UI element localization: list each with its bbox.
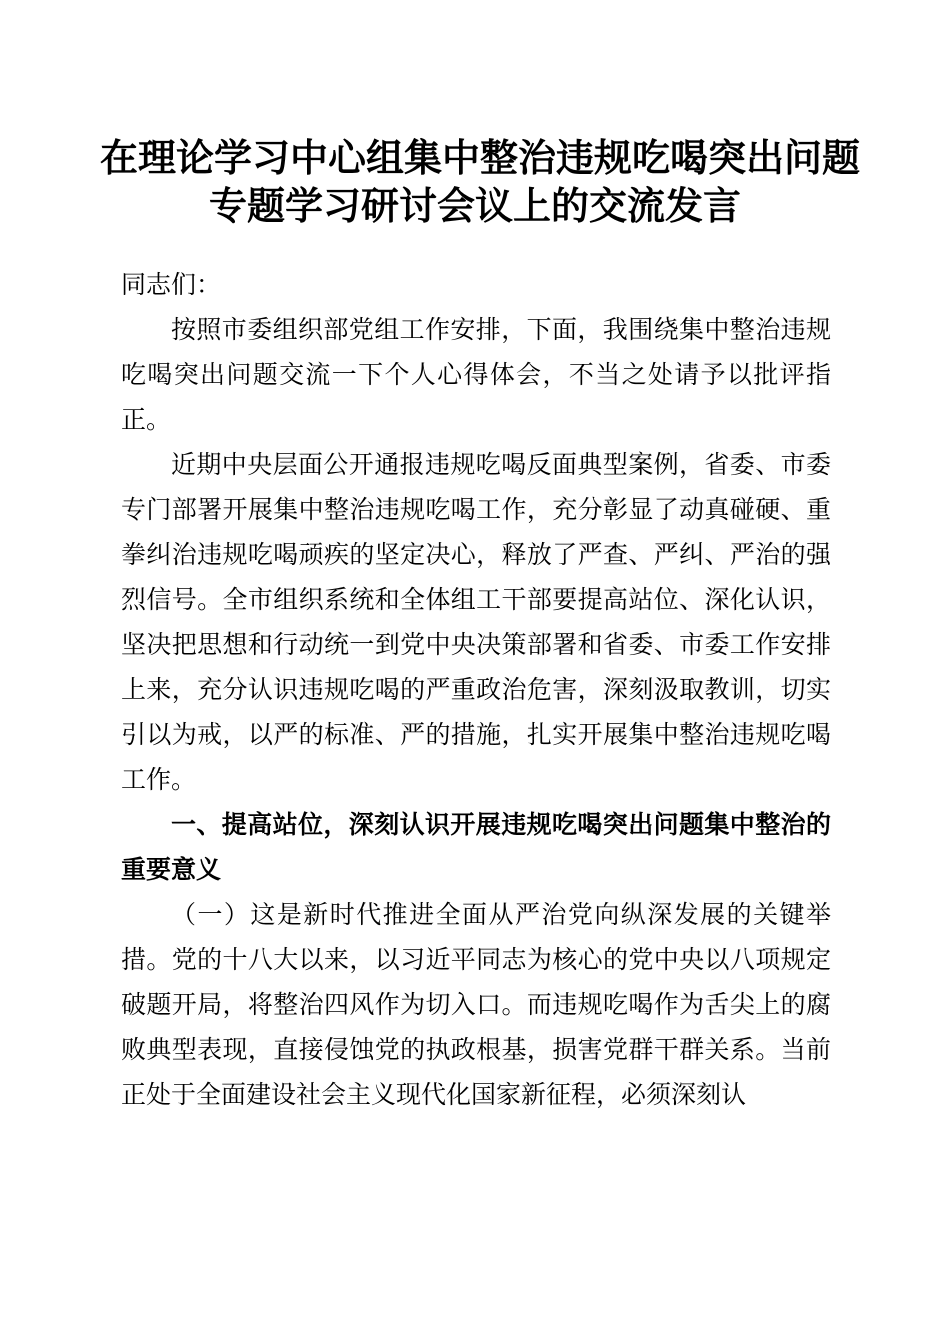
document-body bbox=[121, 262, 831, 1117]
paragraph-background: 近期中央层面公开通报违规吃喝反面典型案例，省委、市委专门部署开展集中整治违规吃喝工作，充分彰显了动真碰硬、重拳纠治违规吃喝顽疾的坚定决心，释放了严查、严纠、严治的强烈信号。全市组织系统和全体组工干部要提高站位、深化认识，坚决把思想和行动统一到党中央决策部署和省委、市委工作安排上来，充分认识违规吃喝的严重政治危害，深刻汲取教训，切实引以为戒，以严的标准、严的措施，扎实开展集中整治违规吃喝工作。 bbox=[121, 450, 831, 794]
subsection-paragraph: （一）这是新时代推进全面从严治党向纵深发展的关键举措。党的十八大以来，以习近平同志为核心的党中央以八项规定破题开局，将整治四风作为切入口。而违规吃喝作为舌尖上的腐败典型表现，直接侵蚀党的执政根基，损害党群干群关系。当前正处于全面建设社会主义现代化国家新征程，必须深刻认 bbox=[121, 900, 831, 1109]
document-title-line-2: 专题学习研讨会议上的交流发言 bbox=[208, 183, 741, 228]
section-heading: 一、提高站位，深刻认识开展违规吃喝突出问题集中整治的重要意义 bbox=[121, 810, 831, 884]
salutation: 同志们： bbox=[121, 270, 222, 299]
document-title-line-1: 在理论学习中心组集中整治违规吃喝突出问题 bbox=[100, 135, 861, 180]
paragraph-intro: 按照市委组织部党组工作安排，下面，我围绕集中整治违规吃喝突出问题交流一下个人心得体会，不当之处请予以批评指正。 bbox=[121, 315, 831, 434]
